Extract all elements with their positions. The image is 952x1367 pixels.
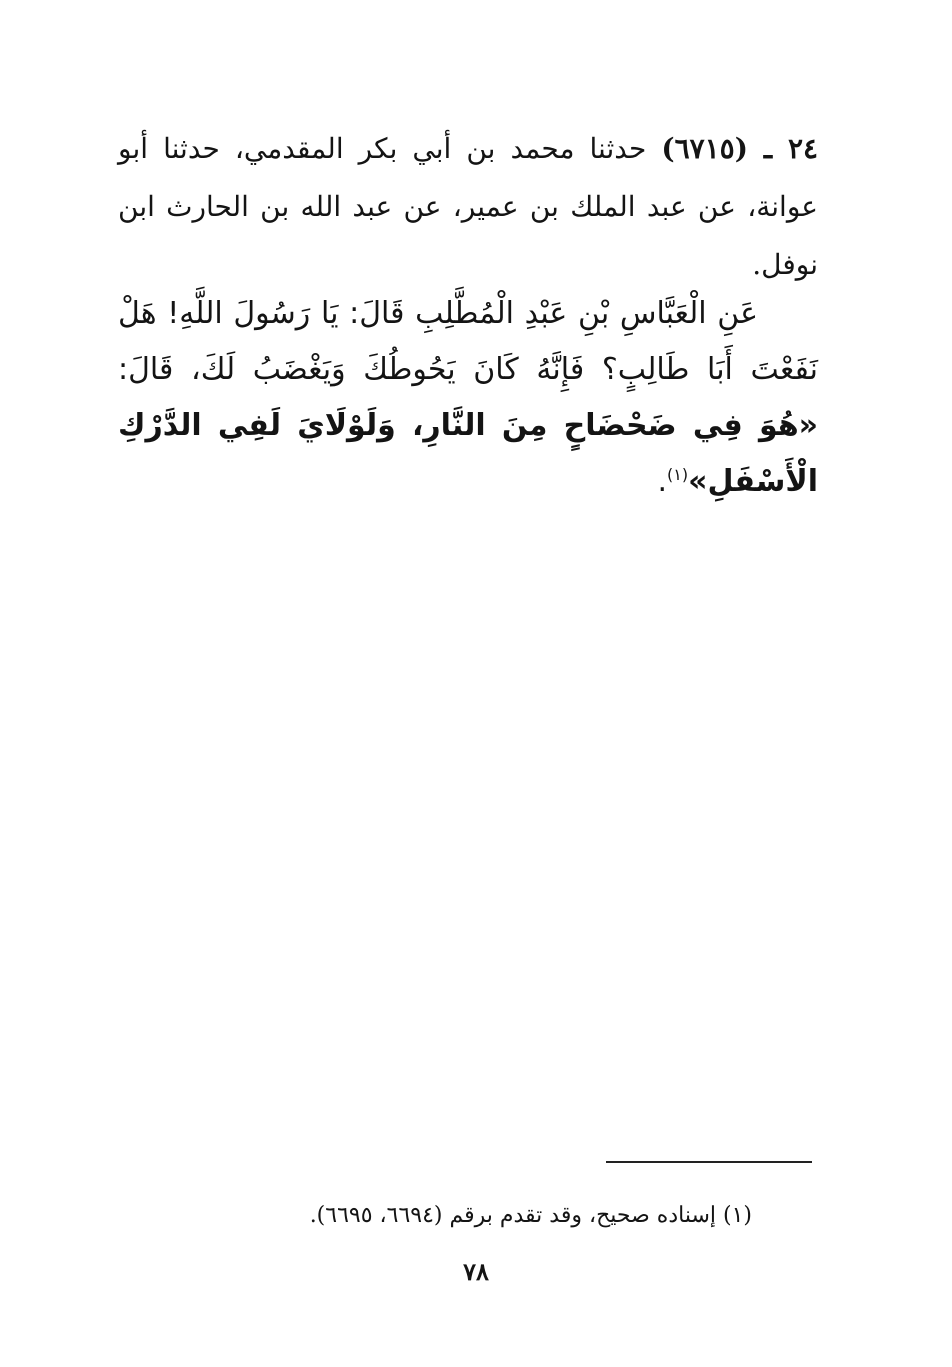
page-number: ٧٨ (463, 1257, 489, 1286)
hadith-matn (118, 286, 818, 510)
footnote: (١) إسناده صحيح، وقد تقدم برقم (٦٦٩٤، ٦٦٩٥). (309, 1203, 752, 1228)
prophet-speech: «هُوَ فِي ضَحْضَاحٍ مِنَ النَّارِ، وَلَوْلَايَ لَفِي الدَّرْكِ الْأَسْفَلِ» (118, 408, 818, 499)
hadith-number: ٢٤ ـ (٦٧١٥) (661, 132, 819, 165)
footnote-marker: (١) (667, 465, 689, 484)
hadith-isnad (118, 120, 818, 294)
matn-intro: عَنِ الْعَبَّاسِ بْنِ عَبْدِ الْمُطَّلِبِ قَالَ: يَا رَسُولَ اللَّهِ! هَلْ نَفَعْتَ أَبَا طَالِبٍ؟ فَإِنَّهُ كَانَ يَحُوطُكَ وَيَغْضَبُ لَكَ، قَالَ: (118, 296, 818, 387)
footnote-divider (606, 1161, 812, 1163)
end-punctuation: . (657, 464, 668, 499)
isnad-text: حدثنا محمد بن أبي بكر المقدمي، حدثنا أبو عوانة، عن عبد الملك بن عمير، عن عبد الله بن الحارث ابن نوفل. (118, 132, 818, 281)
